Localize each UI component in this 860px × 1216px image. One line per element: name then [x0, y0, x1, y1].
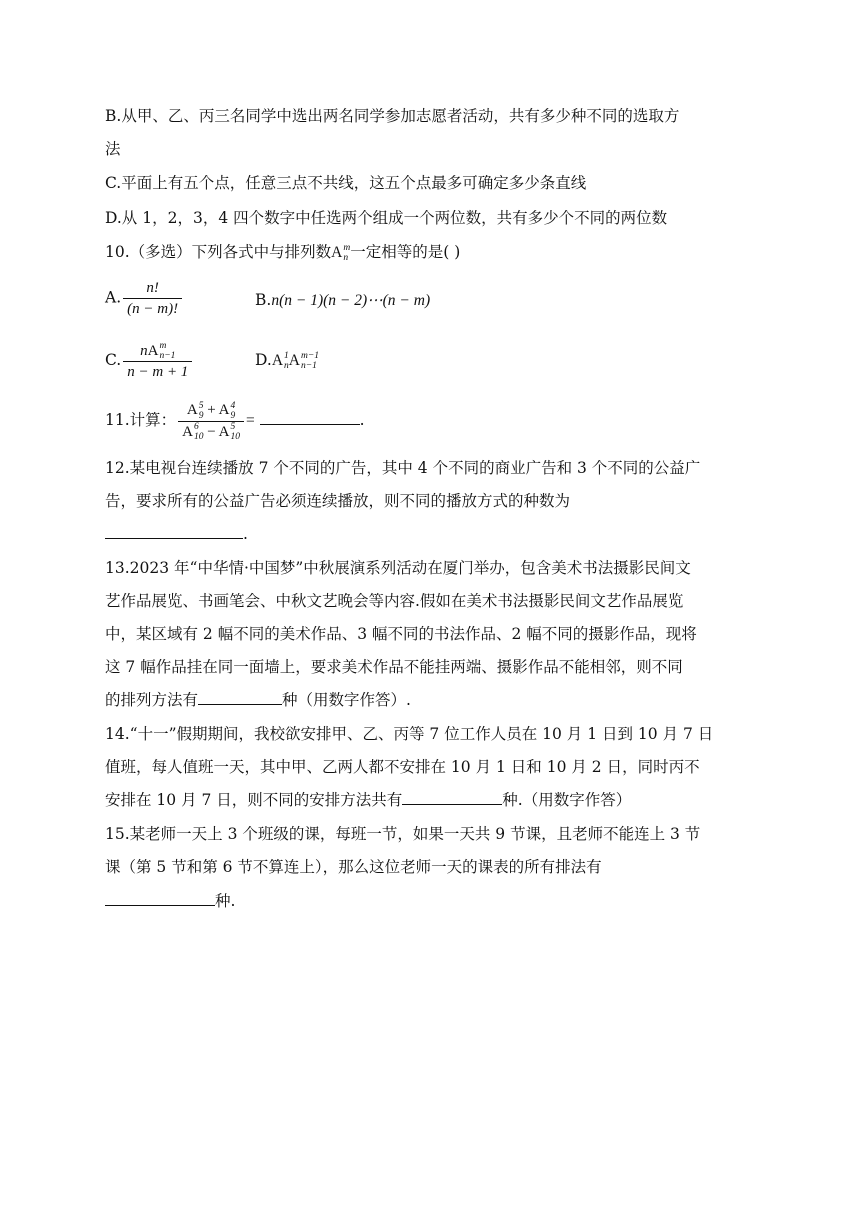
q14-line1: 14.“十一”假期期间，我校欲安排甲、乙、丙等 7 位工作人员在 10 月 1 日到 10 月 7 日: [105, 725, 714, 743]
q9-option-d: D.从 1，2，3，4 四个数字中任选两个组成一个两位数，共有多少个不同的两位数: [105, 209, 668, 227]
q13-line2: 艺作品展览、书画笔会、中秋文艺晚会等内容.假如在美术书法摄影民间文艺作品展览: [105, 592, 684, 610]
q10-option-d-label: D.: [255, 351, 272, 369]
q12-line3: [105, 523, 248, 545]
q13-line4: 这 7 幅作品挂在同一面墙上，要求美术作品不能挂两端、摄影作品不能相邻，则不同: [105, 658, 683, 676]
q14-line2: 值班，每人值班一天，其中甲、乙两人都不安排在 10 月 1 日和 10 月 2 日，同时丙不: [105, 758, 700, 776]
q10-stem-suffix: 一定相等的是( ): [350, 243, 461, 261]
q10-option-c: [105, 340, 194, 382]
q11-numerator: A 5 9 + A 4 9: [186, 400, 236, 421]
q15-line1: 15.某老师一天上 3 个班级的课，每班一节，如果一天共 9 节课，且老师不能连上 3 节: [105, 825, 701, 843]
q10-option-b-label: B.: [255, 291, 272, 309]
q11-denominator: A 6 10 − A 5 10: [178, 421, 244, 443]
q10-option-d-expression: A 1 n A m−1 n−1: [271, 351, 319, 372]
q11-fraction: [178, 400, 244, 442]
q10-option-a-denominator: (n − m)!: [123, 298, 182, 319]
q14-line3-suffix: 种.（用数字作答）: [502, 791, 632, 809]
q15-line2: 课（第 5 节和第 6 节不算连上），那么这位老师一天的课表的所有排法有: [105, 858, 602, 876]
q14-line3-prefix: 安排在 10 月 7 日，则不同的安排方法共有: [105, 791, 403, 809]
q14-answer-blank: [402, 790, 502, 805]
q10-option-c-fraction: [123, 340, 192, 382]
q10-option-a-label: A.: [105, 288, 122, 307]
q11-equals: =: [245, 412, 255, 430]
q10-stem-prefix: 10.（多选）下列各式中与排列数: [105, 243, 332, 261]
q11: [105, 400, 365, 442]
q11-prefix: 11.计算：: [105, 411, 177, 430]
q9-option-c: C.平面上有五个点，任意三点不共线，这五个点最多可确定多少条直线: [105, 174, 587, 192]
q13-answer-blank: [198, 690, 282, 705]
q10-option-c-denominator: n − m + 1: [123, 361, 192, 382]
q10-option-c-numerator: nA m n−1: [140, 341, 176, 361]
q12-end: .: [243, 525, 248, 543]
q9-option-b-line1: B.从甲、乙、丙三名同学中选出两名同学参加志愿者活动，共有多少种不同的选取方: [105, 107, 680, 125]
q10-perm-symbol: A m n: [331, 243, 351, 264]
q15-line3-suffix: 种.: [215, 892, 236, 910]
q10-option-b-expression: n(n − 1)(n − 2)⋯(n − m): [271, 292, 431, 309]
q10-option-d: [255, 349, 319, 372]
q15-answer-blank: [105, 891, 215, 906]
q12-answer-blank: [105, 524, 243, 539]
q15-line3: [105, 890, 235, 912]
q10-option-a-fraction: [123, 278, 182, 319]
q12-line1: 12.某电视台连续播放 7 个不同的广告，其中 4 个不同的商业广告和 3 个不同的公益广: [105, 459, 701, 477]
q12-line2: 告，要求所有的公益广告必须连续播放，则不同的播放方式的种数为: [105, 492, 571, 510]
q10-option-b: [255, 289, 430, 312]
q13-line1: 13.2023 年“中华情·中国梦”中秋展演系列活动在厦门举办，包含美术书法摄影民间文: [105, 559, 691, 577]
q10-option-a: [105, 278, 184, 319]
q10-option-c-label: C.: [105, 351, 122, 369]
q9-option-b-line2: 法: [105, 140, 121, 158]
q13-line3: 中，某区域有 2 幅不同的美术作品、3 幅不同的书法作品、2 幅不同的摄影作品，现将: [105, 625, 697, 643]
q11-answer-blank: [260, 410, 360, 425]
q13-line5-suffix: 种（用数字作答）.: [282, 691, 411, 709]
q13-line5-prefix: 的排列方法有: [105, 691, 199, 709]
q14-line3: [105, 789, 631, 811]
q10-option-a-numerator: n!: [146, 280, 159, 296]
q11-end: .: [359, 411, 365, 430]
q10-stem: [105, 241, 460, 264]
q13-line5: [105, 689, 411, 711]
